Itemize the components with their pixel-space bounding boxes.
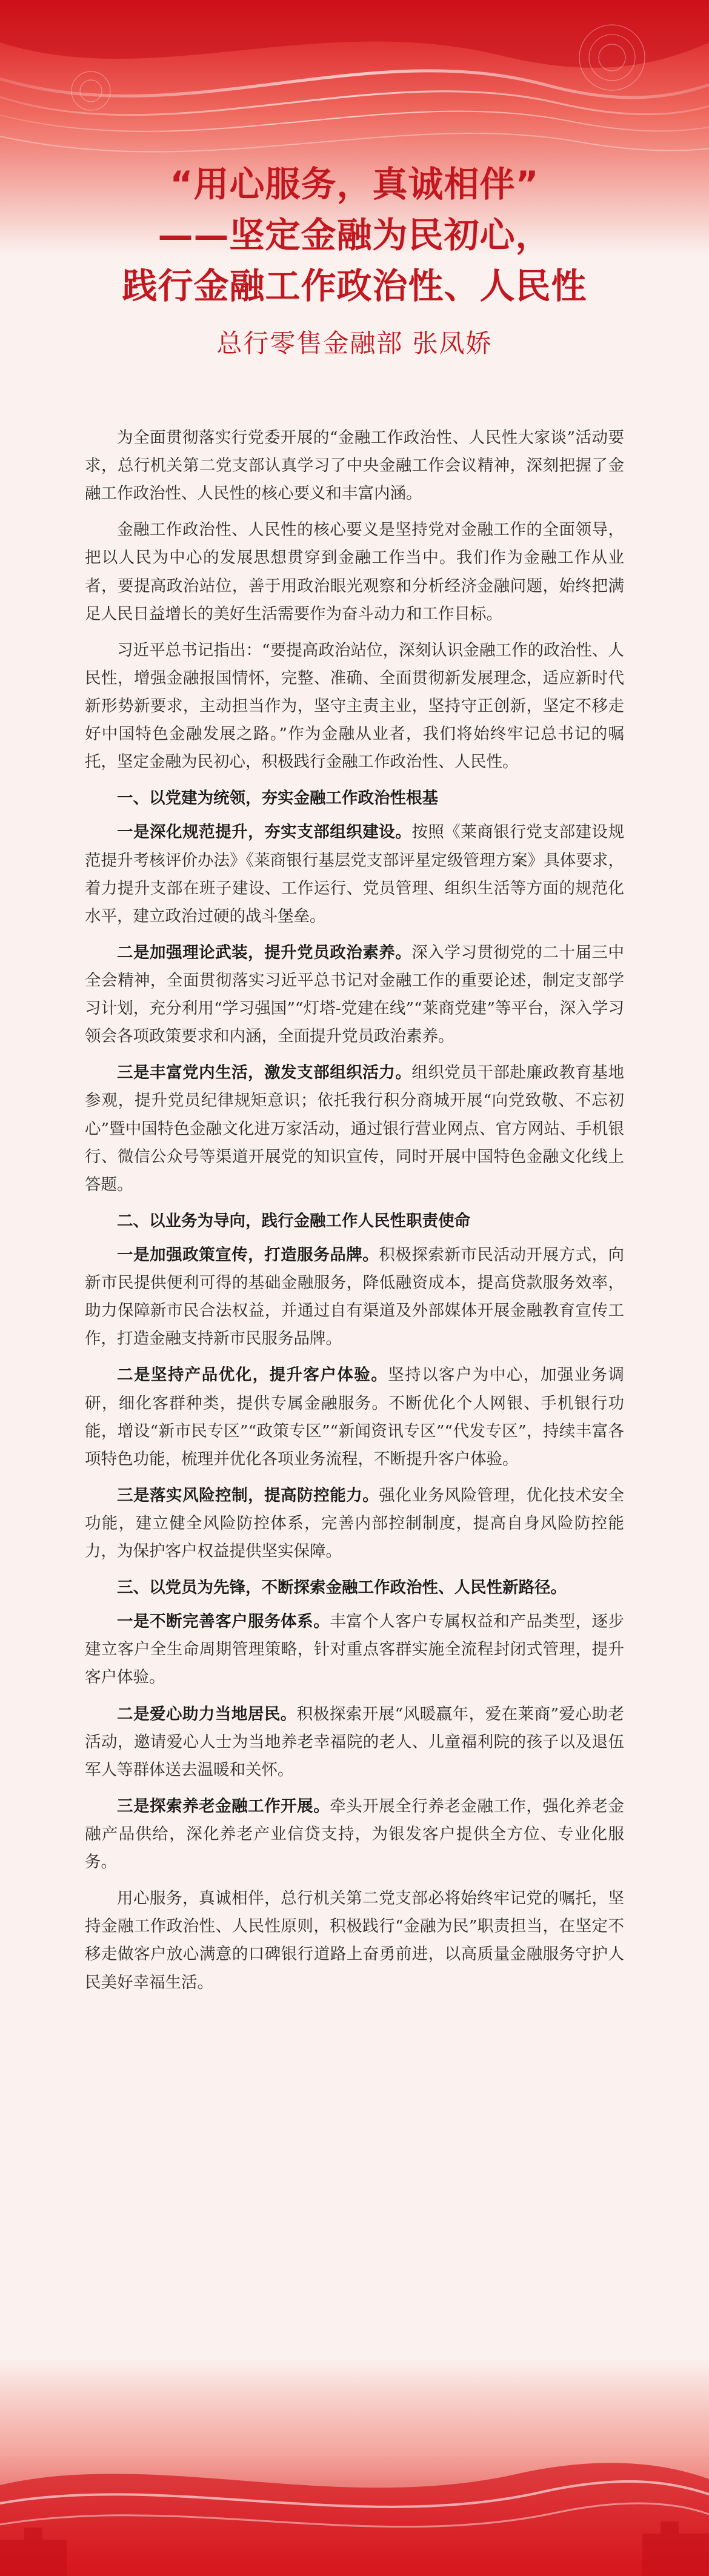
section-2-item-2 xyxy=(85,1361,624,1473)
section-3-item-1 xyxy=(85,1608,624,1691)
bottom-banner-decoration xyxy=(0,2358,709,2576)
section-3-item-3-lead: 三是探索养老金融工作开展。 xyxy=(117,1796,330,1816)
section-1-item-1 xyxy=(85,818,624,930)
section-2-item-1 xyxy=(85,1241,624,1353)
section-1-item-2-text: 深入学习贯彻党的二十届三中全会精神，全面贯彻落实习近平总书记对金融工作的重要论述，制定支部学习计划，充分利用“学习强国”“灯塔-党建在线”“莱商党建”等平台，深入学习领会各项政策要求和内涵，全面提升党员政治素养。 xyxy=(85,943,625,1046)
section-2-item-1-text: 积极探索新市民活动开展方式，向新市民提供便利可得的基础金融服务，降低融资成本，提高贷款服务效率，助力保障新市民合法权益，并通过自有渠道及外部媒体开展金融教育宣传工作，打造金融支持新市民服务品牌。 xyxy=(85,1245,625,1349)
section-1-item-1-lead: 一是深化规范提升，夯实支部组织建设。 xyxy=(117,823,412,842)
title-line-1: “用心服务，真诚相伴” xyxy=(170,164,539,205)
section-3-item-2-lead: 二是爱心助力当地居民。 xyxy=(117,1704,297,1724)
intro-paragraph: 为全面贯彻落实行党委开展的“金融工作政治性、人民性大家谈”活动要求，总行机关第二党支部认真学习了中央金融工作会议精神，深刻把握了金融工作政治性、人民性的核心要义和丰富内涵。 xyxy=(85,428,624,503)
section-1-item-3-text: 组织党员干部赴廉政教育基地参观，提升党员纪律规矩意识；依托我行积分商城开展“向党致敬、不忘初心”暨中国特色金融文化进万家活动，通过银行营业网点、官方网站、手机银行、微信公众号等渠道开展党的知识宣传，同时开展中国特色金融文化线上答题。 xyxy=(85,1063,625,1194)
section-2-item-3-text: 强化业务风险管理，优化技术安全功能，建立健全风险防控体系，完善内部控制制度，提高自身风险防控能力，为保护客户权益提供坚实保障。 xyxy=(85,1486,625,1561)
section-2-item-3-lead: 三是落实风险控制，提高防控能力。 xyxy=(117,1486,379,1505)
section-1-item-2 xyxy=(85,939,624,1051)
title-line-2: ——坚定金融为民初心， xyxy=(158,214,551,256)
section-3-item-2 xyxy=(85,1701,624,1784)
section-1-heading: 一、以党建为统领，夯实金融工作政治性根基 xyxy=(117,789,438,808)
section-2-item-2-lead: 二是坚持产品优化，提升客户体验。 xyxy=(117,1366,388,1385)
title-line-3: 践行金融工作政治性、人民性 xyxy=(122,265,587,307)
section-2-item-1-lead: 一是加强政策宣传，打造服务品牌。 xyxy=(117,1245,379,1264)
section-3-item-1-text: 丰富个人客户专属权益和产品类型，逐步建立客户全生命周期管理策略，针对重点客群实施全流程封闭式管理，提升客户体验。 xyxy=(85,1612,625,1687)
section-3-item-3-text: 牵头开展全行养老金融工作，强化养老金融产品供给，深化养老产业信贷支持，为银发客户提供全方位、专业化服务。 xyxy=(85,1796,625,1872)
author-byline: 总行零售金融部 张凤娇 xyxy=(216,328,493,359)
section-1-item-1-text: 按照《莱商银行党支部建设规范提升考核评价办法》《莱商银行基层党支部评星定级管理方案》具体要求，着力提升支部在班子建设、工作运行、党员管理、组织生活等方面的规范化水平，建立政治过硬的战斗堡垒。 xyxy=(85,823,625,926)
section-1-item-3-lead: 三是丰富党内生活，激发支部组织活力。 xyxy=(117,1063,412,1083)
section-2-heading: 二、以业务为导向，践行金融工作人民性职责使命 xyxy=(117,1211,470,1230)
section-3-item-3 xyxy=(85,1793,624,1876)
section-3-heading: 三、以党员为先锋，不断探索金融工作政治性、人民性新路径。 xyxy=(117,1578,567,1598)
closing-paragraph: 用心服务，真诚相伴，总行机关第二党支部必将始终牢记党的嘱托，坚持金融工作政治性、人民性原则，积极践行“金融为民”职责担当，在坚定不移走做客户放心满意的口碑银行道路上奋勇前进，以高质量金融服务守护人民美好幸福生活。 xyxy=(85,1889,624,1992)
article-header xyxy=(0,159,709,360)
section-2-item-3 xyxy=(85,1482,624,1565)
core-meaning-paragraph: 金融工作政治性、人民性的核心要义是坚持党对金融工作的全面领导，把以人民为中心的发展思想贯穿到金融工作当中。我们作为金融工作从业者，要提高政治站位，善于用政治眼光观察和分析经济金融问题，始终把满足人民日益增长的美好生活需要作为奋斗动力和工作目标。 xyxy=(85,520,624,623)
section-1-item-3 xyxy=(85,1059,624,1199)
section-3-item-2-text: 积极探索开展“风暖赢年，爱在莱商”爱心助老活动，邀请爱心人士为当地养老幸福院的老人、儿童福利院的孩子以及退伍军人等群体送去温暖和关怀。 xyxy=(85,1704,624,1779)
article-body xyxy=(85,424,624,2005)
section-2-item-2-text: 坚持以客户为中心，加强业务调研，细化客群种类，提供专属金融服务。不断优化个人网银、手机银行功能，增设“新市民专区”“政策专区”“新闻资讯专区”“代发专区”，持续丰富各项特色功能，梳理并优化各项业务流程，不断提升客户体验。 xyxy=(85,1366,625,1469)
section-3-item-1-lead: 一是不断完善客户服务体系。 xyxy=(117,1612,330,1632)
quote-paragraph: 习近平总书记指出：“要提高政治站位，深刻认识金融工作的政治性、人民性，增强金融报国情怀，完整、准确、全面贯彻新发展理念，适应新时代新形势新要求，主动担当作为，坚守主责主业，坚持守正创新，坚定不移走好中国特色金融发展之路。”作为金融从业者，我们将始终牢记总书记的嘱托，坚定金融为民初心，积极践行金融工作政治性、人民性。 xyxy=(85,640,624,772)
section-1-item-2-lead: 二是加强理论武装，提升党员政治素养。 xyxy=(117,943,412,962)
